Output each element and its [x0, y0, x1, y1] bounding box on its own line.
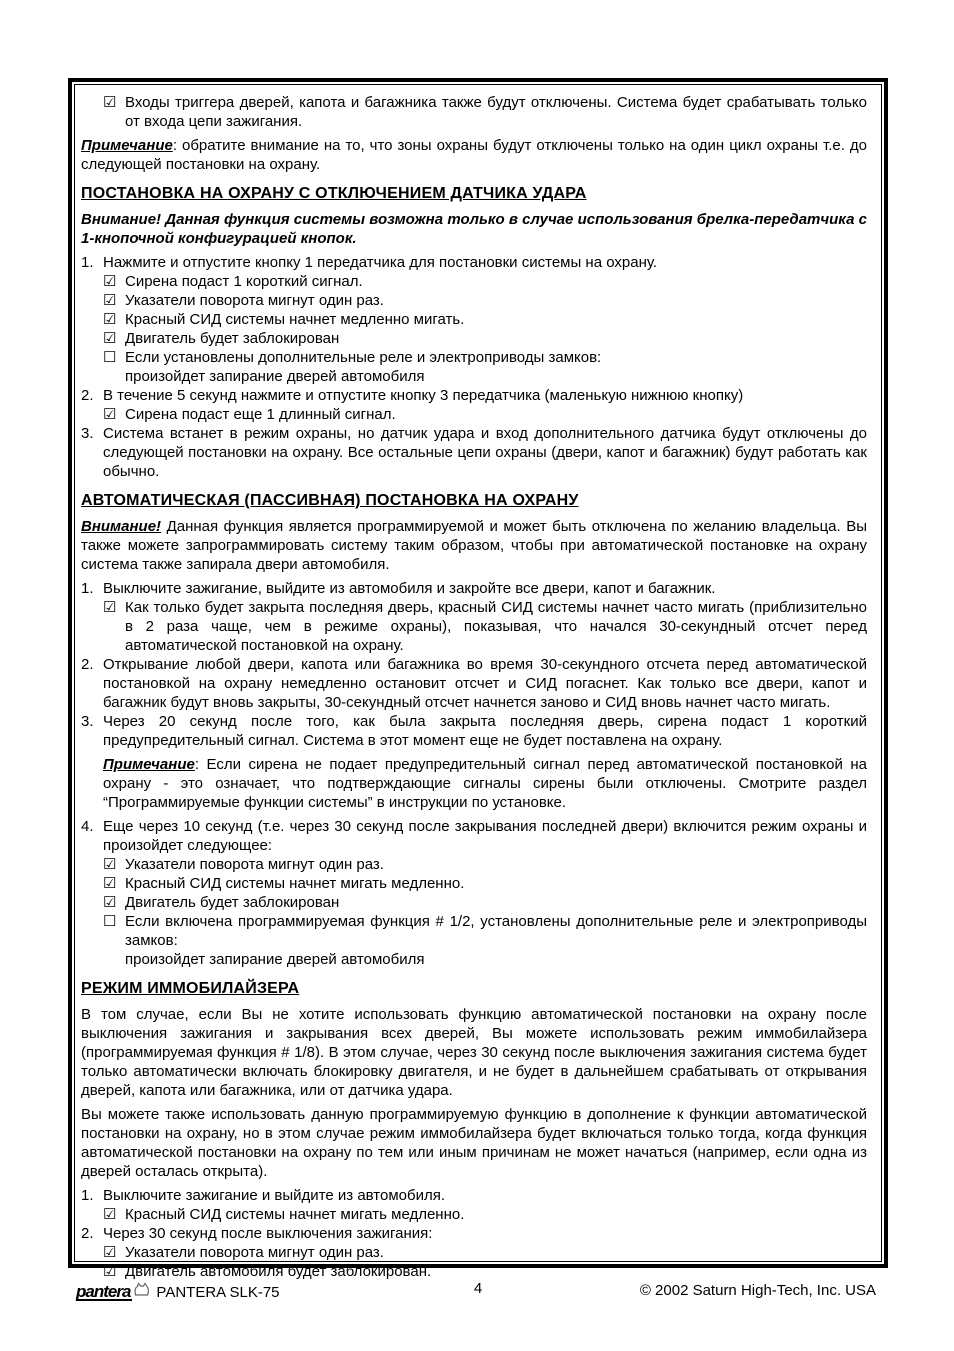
checked-checkbox-icon: ☑ [103, 875, 117, 892]
checklist-item-continuation: произойдет запирание дверей автомобиля [125, 951, 425, 968]
checklist-item-text: Как только будет закрыта последняя дверь, красный СИД системы начнет часто мигать (приблизительно в 2 раза чаще, чем в режиме охраны), показывая, что начался 30-секундный отсчет перед автоматической постановкой на охрану. [125, 599, 867, 654]
numbered-step [81, 655, 867, 712]
checklist-item [81, 405, 867, 424]
checklist-item [81, 272, 867, 291]
checklist-item-text: Двигатель будет заблокирован [125, 894, 340, 911]
checklist-item-text: Сирена подаст 1 короткий сигнал. [125, 273, 363, 290]
note-text: : Если сирена не подает предупредительный сигнал перед автоматической постановкой на охрану - это означает, что подтверждающие сигналы сирены были отключены. Смотрите раздел “Программируемые функции системы” в инструкции по установке. [103, 756, 867, 811]
numbered-step [81, 424, 867, 481]
body-paragraph: В том случае, если Вы не хотите использовать функцию автоматической постановки на охрану после выключения зажигания и закрывания всех дверей, Вы можете использовать режим иммобилайзера (программируемая функция # 1/8). В этом случае, через 30 секунд после выключения зажигания система будет только автоматически включать блокировку двигателя, и не будет в дальнейшем срабатывать от открывания дверей, капота или багажника, или от датчика удара. [81, 1006, 867, 1099]
step-number: 1. [81, 1187, 94, 1204]
step-text: Выключите зажигание и выйдите из автомобиля. [103, 1187, 446, 1204]
numbered-step [81, 1186, 867, 1205]
step-number: 2. [81, 1225, 94, 1242]
checklist-item-line: Если установлены дополнительные реле и электроприводы замков: [125, 349, 602, 366]
numbered-step [81, 386, 867, 405]
step-text: Система встанет в режим охраны, но датчик удара и вход дополнительного датчика будут отключены до следующей постановки на охрану. Все остальные цепи охраны (двери, капот и багажник) будут работать как обычно. [103, 425, 867, 480]
copyright: © 2002 Saturn High-Tech, Inc. USA [639, 1282, 876, 1299]
checked-checkbox-icon: ☑ [103, 894, 117, 911]
note-label: Примечание [103, 756, 195, 773]
checked-checkbox-icon: ☑ [103, 273, 117, 290]
numbered-step [81, 1224, 867, 1243]
warning-label: Внимание! [81, 518, 162, 535]
checklist-item [81, 1243, 867, 1262]
checklist-item [81, 874, 867, 893]
checklist-item-text: Указатели поворота мигнут один раз. [125, 292, 384, 309]
warning-text: Данная функция является программируемой и может быть отключена по желанию владельца. Вы также можете запрограммировать систему таким образом, чтобы при автоматической постановке на охрану система также запирала двери автомобиля. [81, 518, 867, 573]
checklist-item-line: Если включена программируемая функция # 1/2, установлены дополнительные реле и электроприводы замков: [125, 913, 867, 949]
checklist-item-text: Двигатель будет заблокирован [125, 330, 340, 347]
step-number: 2. [81, 387, 94, 404]
warning-paragraph [81, 517, 867, 574]
numbered-step [81, 253, 867, 272]
step-text: Нажмите и отпустите кнопку 1 передатчика для постановки системы на охрану. [103, 254, 658, 271]
checklist-item-text [125, 348, 867, 386]
pantera-logo: pantera [76, 1282, 131, 1301]
checked-checkbox-icon: ☑ [103, 406, 117, 423]
note-text: : обратите внимание на то, что зоны охраны будут отключены только на один цикл охраны т.е. до следующей постановки на охрану. [81, 137, 867, 173]
checked-checkbox-icon: ☑ [103, 330, 117, 347]
checklist-item-text: Входы триггера дверей, капота и багажника также будут отключены. Система будет срабатывать только от входа цепи зажигания. [125, 94, 867, 130]
numbered-step [81, 712, 867, 750]
checked-checkbox-icon: ☑ [103, 1244, 117, 1261]
checked-checkbox-icon: ☑ [103, 94, 117, 111]
checklist-item [81, 1262, 867, 1281]
step-text: Выключите зажигание, выйдите из автомобиля и закройте все двери, капот и багажник. [103, 580, 716, 597]
step-number: 3. [81, 713, 94, 730]
checklist-item-text: Красный СИД системы начнет мигать медленно. [125, 1206, 465, 1223]
step-number: 3. [81, 425, 94, 442]
checklist-item [81, 348, 867, 386]
checklist-item-text: Красный СИД системы начнет мигать медленно. [125, 875, 465, 892]
checklist-item-text: Красный СИД системы начнет медленно мигать. [125, 311, 465, 328]
content-border-box [68, 78, 888, 1280]
page-footer [68, 1280, 888, 1320]
section-heading-passive-arming: АВТОМАТИЧЕСКАЯ (ПАССИВНАЯ) ПОСТАНОВКА НА ОХРАНУ [81, 492, 579, 509]
checklist-item [81, 912, 867, 969]
checked-checkbox-icon: ☑ [103, 1263, 117, 1280]
step-number: 4. [81, 818, 94, 835]
numbered-step-group [81, 1186, 867, 1281]
step-text: В течение 5 секунд нажмите и отпустите кнопку 3 передатчика (маленькую нижнюю кнопку) [103, 387, 744, 404]
numbered-step-group [81, 253, 867, 481]
body-paragraph: Вы можете также использовать данную программируемую функцию в дополнение к функции автоматической постановки на охрану, но в этом случае режим иммобилайзера будет включаться только тогда, когда функция автоматической постановки на охрану по тем или иным причинам не может начаться (например, если одна из дверей осталась открыта). [81, 1106, 867, 1180]
checklist-item-text: Сирена подаст еще 1 длинный сигнал. [125, 406, 396, 423]
unchecked-checkbox-icon: ☐ [103, 349, 117, 366]
checklist-item [81, 1205, 867, 1224]
numbered-step-group [81, 817, 867, 969]
step-number: 1. [81, 254, 94, 271]
step-text: Еще через 10 секунд (т.е. через 30 секунд после закрывания последней двери) включится режим охраны и произойдет следующее: [103, 818, 867, 854]
note-paragraph [81, 136, 867, 174]
page-number: 4 [473, 1280, 483, 1297]
content-area [74, 84, 882, 1280]
checked-checkbox-icon: ☑ [103, 292, 117, 309]
step-text: Открывание любой двери, капота или багажника во время 30-секундного отсчета перед автоматической постановкой на охрану немедленно остановит отсчет и СИД погаснет. Как только все двери, капот и багажник будут вновь закрыты, 30-секундный отсчет начнется заново и СИД вновь начнет часто мигать. [103, 656, 867, 711]
note-label: Примечание [81, 137, 173, 154]
step-text: Через 20 секунд после того, как была закрыта последняя дверь, сирена подаст 1 короткий предупредительный сигнал. Система в этот момент еще не будет поставлена на охрану. [103, 713, 867, 749]
unchecked-checkbox-icon: ☐ [103, 913, 117, 930]
warning-paragraph: Внимание! Данная функция системы возможна только в случае использования брелка-передатчика с 1-кнопочной конфигурацией кнопок. [81, 211, 867, 247]
checklist-item-continuation: произойдет запирание дверей автомобиля [125, 368, 425, 385]
checked-checkbox-icon: ☑ [103, 1206, 117, 1223]
checklist-item [81, 893, 867, 912]
checklist-item [81, 855, 867, 874]
checklist-item-text [125, 912, 867, 969]
checklist-item-text: Двигатель автомобиля будет заблокирован. [125, 1263, 432, 1280]
checklist-item-text: Указатели поворота мигнут один раз. [125, 856, 384, 873]
model-label: PANTERA SLK-75 [156, 1284, 280, 1301]
checklist-item [81, 598, 867, 655]
checklist-item [81, 93, 867, 131]
checked-checkbox-icon: ☑ [103, 311, 117, 328]
note-paragraph [103, 755, 867, 812]
checked-checkbox-icon: ☑ [103, 599, 117, 616]
checklist-item [81, 291, 867, 310]
checklist-item-text: Указатели поворота мигнут один раз. [125, 1244, 384, 1261]
step-number: 1. [81, 580, 94, 597]
step-number: 2. [81, 656, 94, 673]
section-heading-shock-sensor-bypass: ПОСТАНОВКА НА ОХРАНУ С ОТКЛЮЧЕНИЕМ ДАТЧИКА УДАРА [81, 185, 587, 202]
checklist-item [81, 310, 867, 329]
numbered-step-group [81, 579, 867, 750]
numbered-step [81, 579, 867, 598]
checked-checkbox-icon: ☑ [103, 856, 117, 873]
section-heading-immobilizer-mode: РЕЖИМ ИММОБИЛАЙЗЕРА [81, 980, 300, 997]
checklist-item [81, 329, 867, 348]
numbered-step [81, 817, 867, 855]
step-text: Через 30 секунд после выключения зажигания: [103, 1225, 433, 1242]
